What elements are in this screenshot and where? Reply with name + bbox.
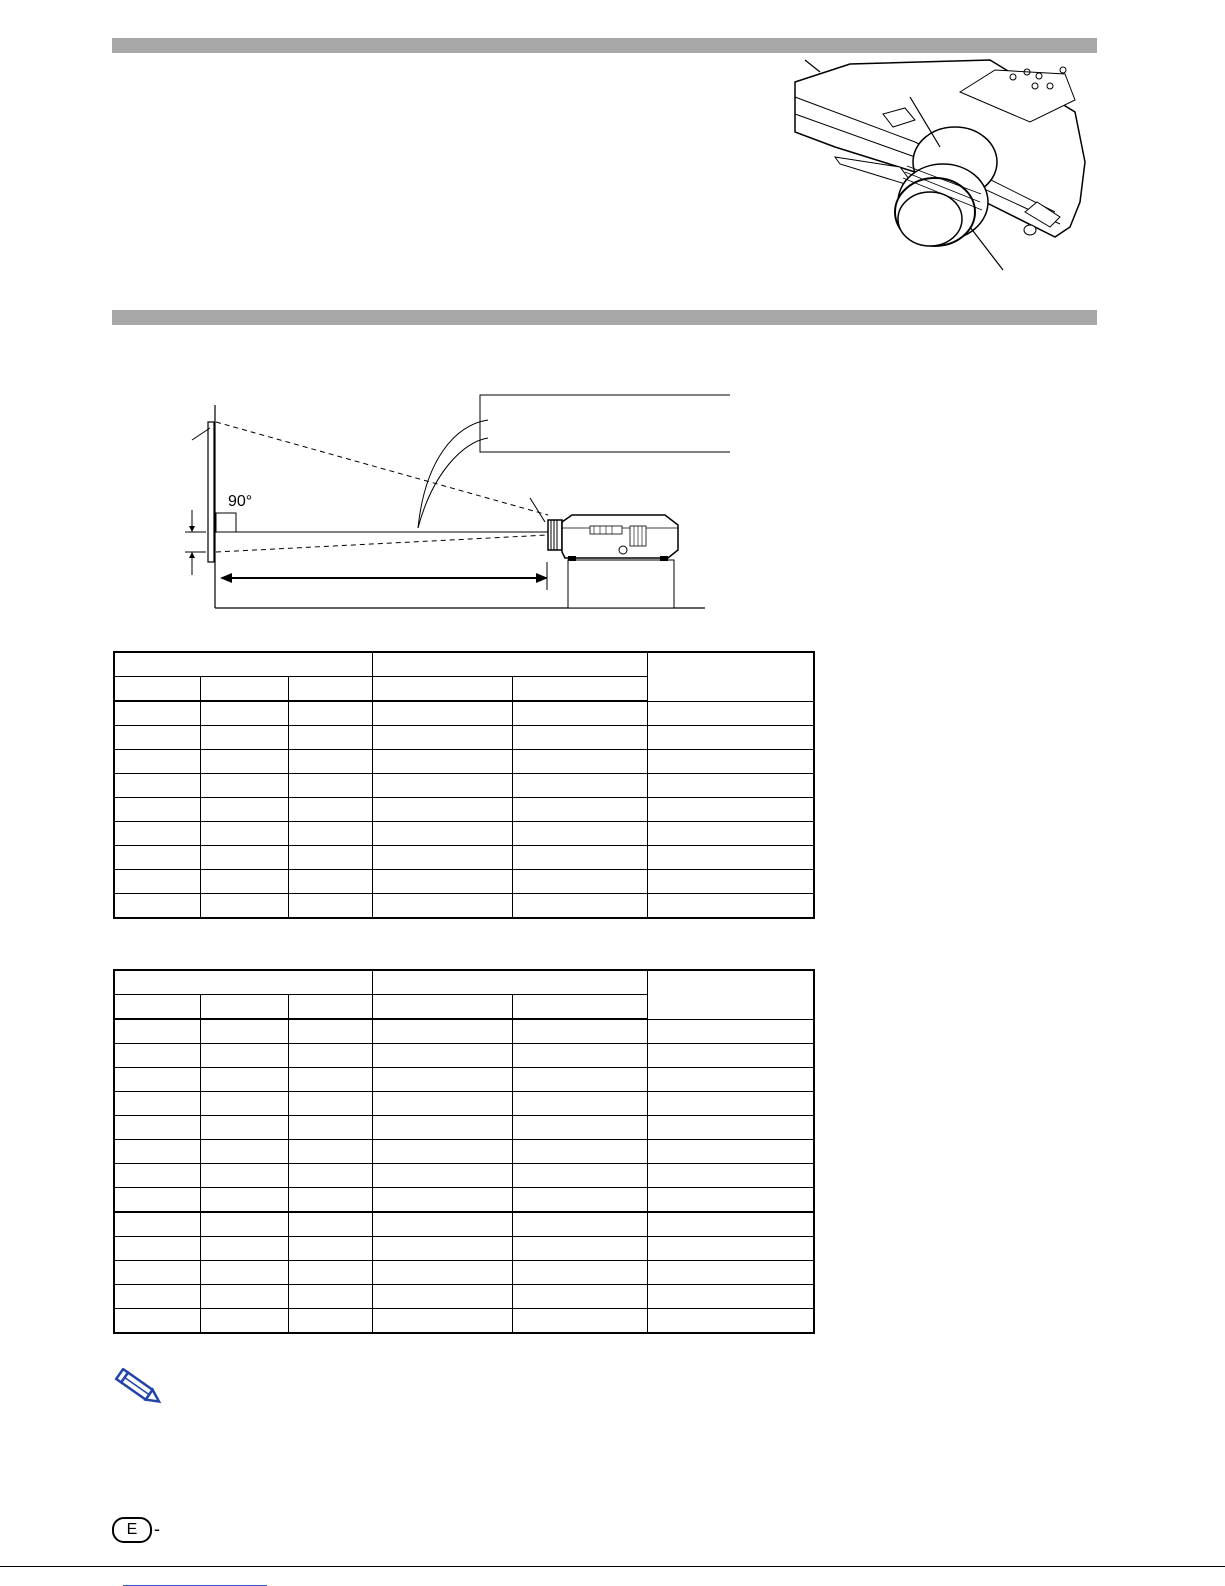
table-row	[114, 1019, 814, 1044]
table-row	[114, 1237, 814, 1261]
table-row	[114, 846, 814, 870]
table-row	[114, 1285, 814, 1309]
table-row	[114, 822, 814, 846]
table-row	[114, 1092, 814, 1116]
page-number-mark	[112, 1517, 160, 1543]
section-header-bar-screen-size	[112, 310, 1097, 325]
table-row	[114, 726, 814, 750]
header-cell	[372, 652, 647, 677]
table-row	[114, 750, 814, 774]
table-row	[114, 1212, 814, 1237]
header-cell	[288, 995, 372, 1020]
table-row	[114, 798, 814, 822]
table-row	[114, 1068, 814, 1092]
projection-distance-diagram	[170, 380, 730, 620]
header-cell	[512, 677, 647, 702]
header-cell	[114, 970, 372, 995]
table-row	[114, 1188, 814, 1213]
language-badge: E	[112, 1517, 152, 1543]
pencil-note-icon	[108, 1368, 170, 1412]
table-row	[114, 1116, 814, 1140]
footer-rule	[0, 1566, 1225, 1567]
header-cell	[372, 970, 647, 995]
header-cell	[647, 652, 814, 701]
header-cell	[372, 995, 512, 1020]
table-row	[114, 774, 814, 798]
header-cell	[372, 677, 512, 702]
header-cell	[200, 995, 288, 1020]
projection-distance-table-1	[113, 651, 815, 919]
header-cell	[647, 970, 814, 1019]
header-cell	[200, 677, 288, 702]
page-separator: -	[154, 1519, 160, 1540]
header-cell	[114, 652, 372, 677]
table-row	[114, 1309, 814, 1334]
section-header-bar-focus	[112, 38, 1097, 53]
header-cell	[114, 995, 200, 1020]
table-row	[114, 1140, 814, 1164]
table-row	[114, 894, 814, 919]
header-cell	[114, 677, 200, 702]
table-row	[114, 701, 814, 726]
table-row	[114, 870, 814, 894]
table-row	[114, 1164, 814, 1188]
projector-lens-illustration	[775, 52, 1097, 274]
header-cell	[512, 995, 647, 1020]
angle-label: 90°	[228, 493, 253, 510]
table-row	[114, 1261, 814, 1285]
table-row	[114, 1044, 814, 1068]
header-cell	[288, 677, 372, 702]
projection-distance-table-2	[113, 969, 815, 1334]
